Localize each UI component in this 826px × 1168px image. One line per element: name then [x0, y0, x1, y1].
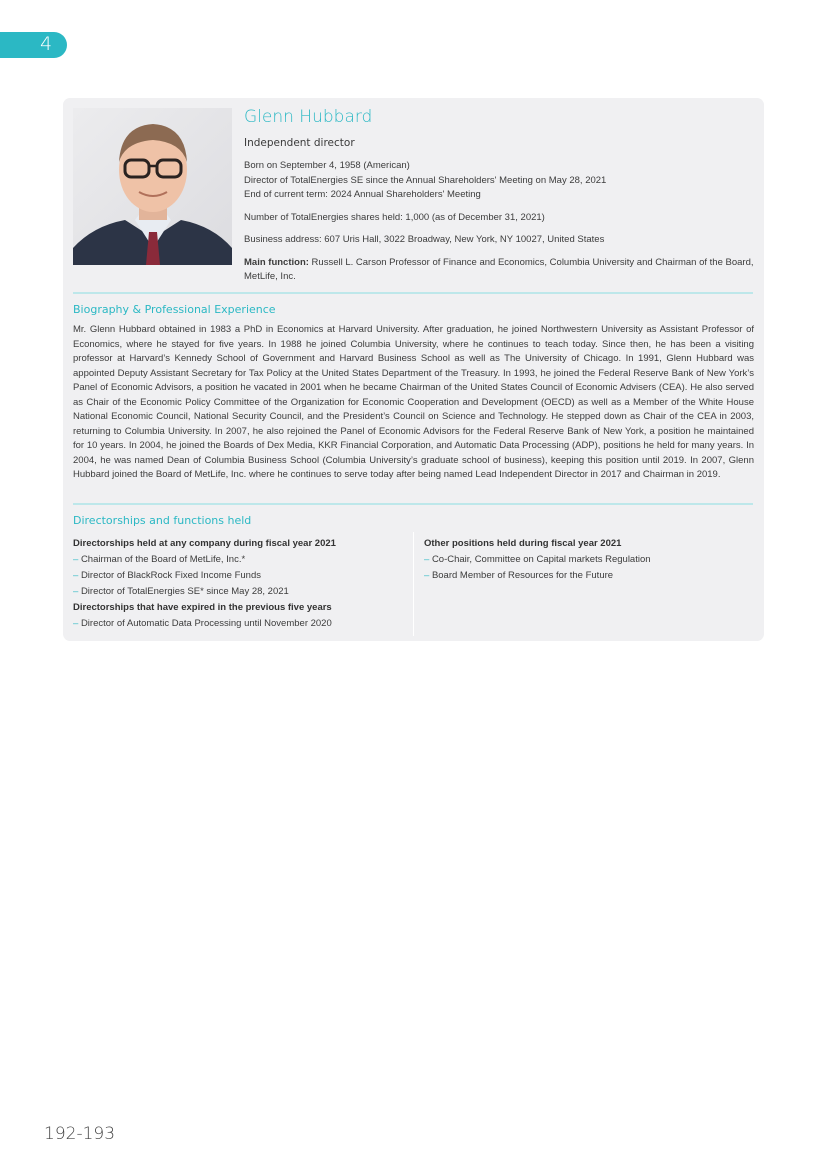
- director-profile-card: [63, 98, 764, 641]
- main-function-label: Main function:: [244, 256, 309, 268]
- term-end: End of current term: 2024 Annual Shareholders' Meeting: [244, 189, 481, 200]
- main-function-text: Russell L. Carson Professor of Finance and Economics, Columbia University and Chairman of the Board, MetLife, Inc.: [244, 256, 754, 282]
- director-role: Independent director: [244, 137, 355, 149]
- director-header: [244, 106, 756, 285]
- main-function: [244, 256, 756, 285]
- director-name: Glenn Hubbard: [244, 107, 373, 127]
- other-positions-heading: Other positions held during fiscal year 2021: [424, 538, 622, 549]
- chapter-number: 4: [40, 33, 53, 55]
- chapter-tab: [0, 32, 67, 58]
- directorships-title: Directorships and functions held: [73, 514, 252, 527]
- biography-title: Biography & Professional Experience: [73, 303, 276, 316]
- director-portrait: [73, 108, 232, 265]
- biography-text: Mr. Glenn Hubbard obtained in 1983 a PhD in Economics at Harvard University. After graduation, he joined Northwestern University as Assistant Professor of Economics, where he stayed for five years. In 1988 he joined Columbia University, where he continues to teach today. Since then, he has been a visiting professor at Harvard’s Kennedy School of Government and Harvard Business School as well as The University of Chicago. In 1991, Glenn Hubbard was appointed Deputy Assistant Secretary for Tax Policy at the United States Department of the Treasury. In 1993, he joined the Federal Reserve Bank of New York’s Panel of Economic Advisors, a position he vacated in 2001 when he became Chairman of the United States Council of Economic Advisers (CEA). He also served as Chair of the Economic Policy Committee of the Organization for Economic Cooperation and Development (OECD) as well as a Member of the White House National Economic Council, National Security Council, and the President’s Council on Science and Technology. He stepped down as Chair of the CEA in 2003, returning to Columbia University. In 2007, he also rejoined the Panel of Economic Advisors for the Federal Reserve Bank of New York, a position he maintained for 10 years. In 2004, he joined the Boards of Dex Media, KKR Financial Corporation, and Automatic Data Processing (ADP), positions he held for many years. In 2004, he was named Dean of Columbia Business School (Columbia University’s graduate school of business), keeping this position until 2019. In 2007, Glenn Hubbard joined the Board of MetLife, Inc. where he continues to serve today after being named Lead Independent Director in 2017 and Chairman in 2019.: [73, 324, 754, 480]
- section-divider: [73, 292, 753, 294]
- list-item: – Board Member of Resources for the Future: [424, 568, 754, 584]
- director-info: [244, 159, 756, 285]
- directorships-left-column: [73, 536, 413, 632]
- list-item: – Chairman of the Board of MetLife, Inc.*: [73, 552, 413, 568]
- expired-directorships-heading: Directorships that have expired in the previous five years: [73, 602, 332, 613]
- directorships-right-column: [424, 536, 754, 584]
- list-item: – Director of TotalEnergies SE* since May 28, 2021: [73, 584, 413, 600]
- list-item: – Director of BlackRock Fixed Income Funds: [73, 568, 413, 584]
- birth-info: Born on September 4, 1958 (American): [244, 160, 410, 171]
- list-item: – Director of Automatic Data Processing until November 2020: [73, 616, 413, 632]
- business-address: Business address: 607 Uris Hall, 3022 Broadway, New York, NY 10027, United States: [244, 234, 605, 245]
- page-number: 192-193: [44, 1124, 116, 1144]
- current-directorships-heading: Directorships held at any company during fiscal year 2021: [73, 538, 336, 549]
- shares-held: Number of TotalEnergies shares held: 1,000 (as of December 31, 2021): [244, 211, 545, 223]
- director-since: Director of TotalEnergies SE since the Annual Shareholders' Meeting on May 28, 2021: [244, 174, 607, 186]
- list-item: – Co-Chair, Committee on Capital markets Regulation: [424, 552, 754, 568]
- section-divider: [73, 503, 753, 505]
- column-divider: [413, 532, 414, 636]
